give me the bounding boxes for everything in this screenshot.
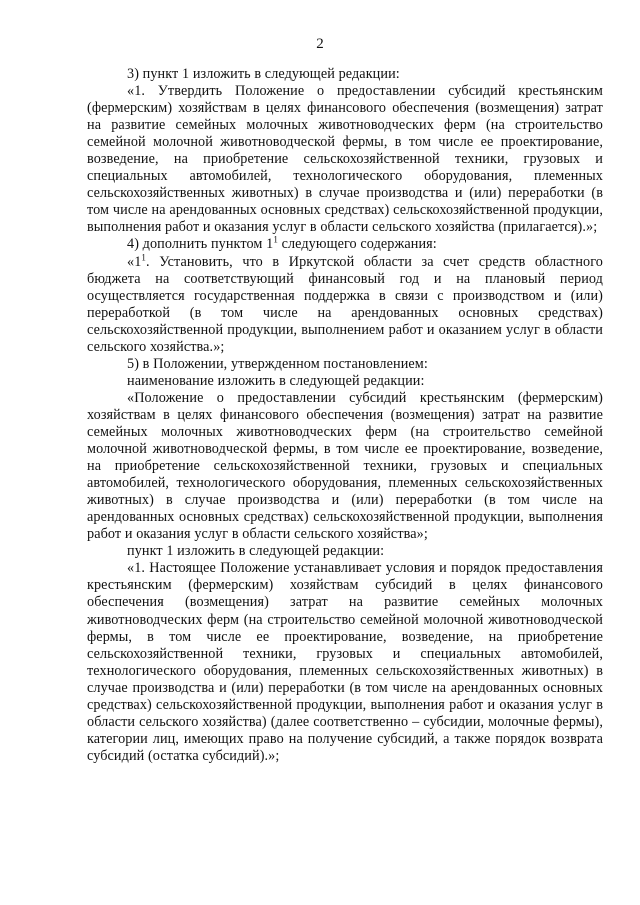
- paragraph-regulation-point-1: «1. Настоящее Положение устанавливает условия и порядок предоставления крестьянским (фермерским) хозяйствам субсидий в целях финансового обеспечения (возмещения) затрат на развитие семейных молочных животноводческих ферм (на строительство семейной молочной животноводческой фермы, в том числе ее проектирование, возведение, на приобретение сельскохозяйственной техники, грузовых и специальных автомобилей, технологического оборудования, племенных сельскохозяйственных животных) в случае производства и (или) переработки (в том числе на арендованных основных средствах) сельскохозяйственной продукции, выполнения работ и оказания услуг в области сельского хозяйства) (далее соответственно – субсидии, молочные фермы), категории лиц, имеющих право на получение субсидий, а также порядок возврата субсидий (остатка субсидий).»;: [87, 560, 603, 764]
- paragraph-in-regulation: 5) в Положении, утвержденном постановлением:: [127, 355, 428, 372]
- superscript-index: 1: [273, 234, 278, 245]
- document-body: [87, 66, 603, 765]
- paragraph-name-amend: наименование изложить в следующей редакции:: [127, 372, 425, 389]
- point-1-1-number: «1: [127, 253, 142, 270]
- paragraph-amend-point-1-second: пункт 1 изложить в следующей редакции:: [127, 543, 385, 560]
- paragraph-add-point-1-1-text: 4) дополнить пунктом 1: [127, 236, 274, 253]
- superscript-index: 1: [141, 251, 146, 262]
- paragraph-add-point-1-1-text-end: следующего содержания:: [277, 236, 437, 253]
- paragraph-approve-regulation: «1. Утвердить Положение о предоставлении субсидий крестьянским (фермерским) хозяйствам в целях финансового обеспечения (возмещения) затрат на развитие семейных молочных животноводческих ферм (на строительство семейной молочной животноводческой фермы, в том числе ее проектирование, возведение, на приобретение сельскохозяйственной техники, грузовых и специальных автомобилей, технологического оборудования, племенных сельскохозяйственных животных) в случае производства и (или) переработки (в том числе на арендованных основных средствах) сельскохозяйственной продукции, выполнения работ и оказания услуг в области сельского хозяйства (прилагается).»;: [87, 83, 603, 236]
- point-1-1-text: . Установить, что в Иркутской области за счет средств областного бюджета на соответствующий финансовый год и на плановый период осуществляется государственная поддержка в связи с производством и (или) переработкой (в том числе на арендованных основных средствах) сельскохозяйственной продукции, выполнением работ и оказанием услуг в области сельского хозяйства.»;: [87, 253, 603, 355]
- paragraph-point-1-1-content: [87, 251, 603, 356]
- paragraph-regulation-name: «Положение о предоставлении субсидий крестьянским (фермерским) хозяйствам в целях финансового обеспечения (возмещения) затрат на развитие семейных молочных животноводческих ферм (на строительство семейной молочной животноводческой фермы, в том числе ее проектирование, возведение, на приобретение сельскохозяйственной техники, грузовых и специальных автомобилей, технологического оборудования, племенных сельскохозяйственных животных) в случае производства и (или) переработки (в том числе на арендованных основных средствах) сельскохозяйственной продукции, выполнения работ и оказания услуг в области сельского хозяйства»;: [87, 389, 603, 543]
- paragraph-amend-point-1: 3) пункт 1 изложить в следующей редакции:: [127, 66, 400, 82]
- page-number: 2: [316, 36, 324, 52]
- paragraph-add-point-1-1: [87, 236, 603, 253]
